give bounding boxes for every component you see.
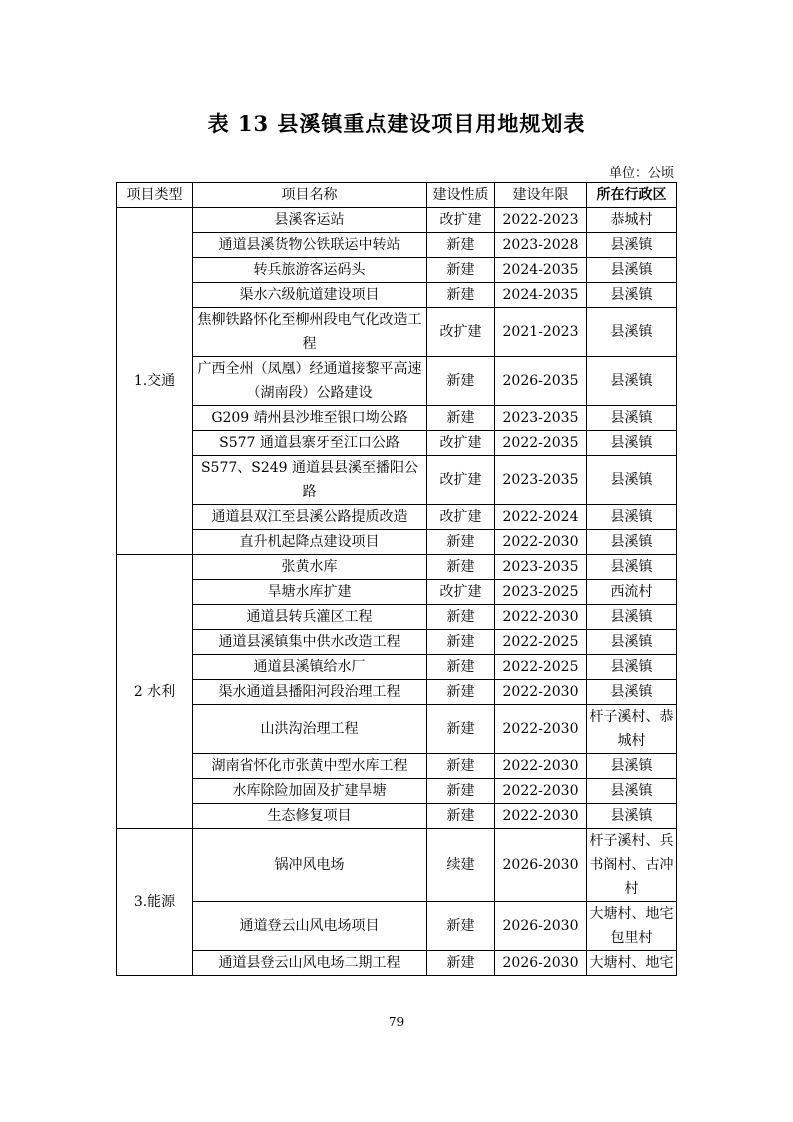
years-cell: 2023-2025 <box>495 580 587 605</box>
nature-cell: 改扩建 <box>427 505 495 530</box>
table-row <box>117 258 677 283</box>
region-cell: 县溪镇 <box>587 308 677 357</box>
project-name-cell: 锅冲风电场 <box>193 829 427 902</box>
planning-table <box>116 182 677 976</box>
table-row <box>117 357 677 406</box>
nature-cell: 改扩建 <box>427 208 495 233</box>
table-row <box>117 754 677 779</box>
table-row <box>117 406 677 431</box>
table-row <box>117 630 677 655</box>
project-name-cell: S577 通道县寨牙至江口公路 <box>193 431 427 456</box>
years-cell: 2022-2030 <box>495 605 587 630</box>
project-name-cell: 旱塘水库扩建 <box>193 580 427 605</box>
nature-cell: 新建 <box>427 406 495 431</box>
project-name-cell: G209 靖州县沙堆至银口坳公路 <box>193 406 427 431</box>
years-cell: 2023-2035 <box>495 555 587 580</box>
years-cell: 2022-2030 <box>495 754 587 779</box>
nature-cell: 续建 <box>427 829 495 902</box>
region-cell: 杆子溪村、兵书阁村、古冲村 <box>587 829 677 902</box>
header-name: 项目名称 <box>193 183 427 208</box>
header-years: 建设年限 <box>495 183 587 208</box>
years-cell: 2024-2035 <box>495 283 587 308</box>
years-cell: 2026-2030 <box>495 951 587 976</box>
region-cell: 县溪镇 <box>587 283 677 308</box>
region-cell: 县溪镇 <box>587 357 677 406</box>
region-cell: 县溪镇 <box>587 431 677 456</box>
region-cell: 大塘村、地宅 <box>587 951 677 976</box>
region-cell: 县溪镇 <box>587 258 677 283</box>
header-region: 所在行政区 <box>587 183 677 208</box>
region-cell: 县溪镇 <box>587 779 677 804</box>
project-name-cell: 通道登云山风电场项目 <box>193 902 427 951</box>
region-cell: 县溪镇 <box>587 530 677 555</box>
project-type-cell: 3.能源 <box>117 829 193 976</box>
table-row <box>117 530 677 555</box>
years-cell: 2026-2035 <box>495 357 587 406</box>
nature-cell: 新建 <box>427 754 495 779</box>
table-body <box>117 208 677 976</box>
table-row <box>117 779 677 804</box>
table-row <box>117 605 677 630</box>
nature-cell: 新建 <box>427 779 495 804</box>
region-cell: 恭城村 <box>587 208 677 233</box>
nature-cell: 新建 <box>427 804 495 829</box>
project-name-cell: 水库除险加固及扩建旱塘 <box>193 779 427 804</box>
table-row <box>117 902 677 951</box>
project-name-cell: 直升机起降点建设项目 <box>193 530 427 555</box>
project-name-cell: 通道县转兵灌区工程 <box>193 605 427 630</box>
page-number: 79 <box>388 1015 405 1029</box>
years-cell: 2021-2023 <box>495 308 587 357</box>
table-row <box>117 431 677 456</box>
project-type-cell: 2 水利 <box>117 555 193 829</box>
table-row <box>117 951 677 976</box>
project-name-cell: 县溪客运站 <box>193 208 427 233</box>
nature-cell: 新建 <box>427 951 495 976</box>
project-name-cell: S577、S249 通道县县溪至播阳公路 <box>193 456 427 505</box>
nature-cell: 新建 <box>427 357 495 406</box>
project-name-cell: 山洪沟治理工程 <box>193 705 427 754</box>
years-cell: 2022-2030 <box>495 530 587 555</box>
project-name-cell: 通道县登云山风电场二期工程 <box>193 951 427 976</box>
region-cell: 县溪镇 <box>587 754 677 779</box>
years-cell: 2022-2025 <box>495 655 587 680</box>
region-cell: 大塘村、地宅包里村 <box>587 902 677 951</box>
project-name-cell: 生态修复项目 <box>193 804 427 829</box>
region-cell: 县溪镇 <box>587 233 677 258</box>
nature-cell: 新建 <box>427 655 495 680</box>
project-name-cell: 广西全州（凤凰）经通道接黎平高速（湖南段）公路建设 <box>193 357 427 406</box>
table-row <box>117 308 677 357</box>
years-cell: 2022-2030 <box>495 680 587 705</box>
table-row <box>117 829 677 902</box>
table-row <box>117 283 677 308</box>
project-name-cell: 通道县溪镇给水厂 <box>193 655 427 680</box>
table-row <box>117 580 677 605</box>
nature-cell: 新建 <box>427 283 495 308</box>
table-row <box>117 705 677 754</box>
region-cell: 县溪镇 <box>587 680 677 705</box>
nature-cell: 新建 <box>427 233 495 258</box>
nature-cell: 新建 <box>427 258 495 283</box>
years-cell: 2023-2035 <box>495 406 587 431</box>
nature-cell: 改扩建 <box>427 580 495 605</box>
table-row <box>117 208 677 233</box>
years-cell: 2022-2035 <box>495 431 587 456</box>
years-cell: 2026-2030 <box>495 902 587 951</box>
table-header-row <box>117 183 677 208</box>
region-cell: 西流村 <box>587 580 677 605</box>
years-cell: 2022-2030 <box>495 804 587 829</box>
project-name-cell: 通道县双江至县溪公路提质改造 <box>193 505 427 530</box>
years-cell: 2024-2035 <box>495 258 587 283</box>
region-cell: 县溪镇 <box>587 605 677 630</box>
nature-cell: 新建 <box>427 605 495 630</box>
nature-cell: 改扩建 <box>427 431 495 456</box>
years-cell: 2022-2030 <box>495 779 587 804</box>
nature-cell: 改扩建 <box>427 308 495 357</box>
nature-cell: 新建 <box>427 705 495 754</box>
project-name-cell: 转兵旅游客运码头 <box>193 258 427 283</box>
project-name-cell: 焦柳铁路怀化至柳州段电气化改造工程 <box>193 308 427 357</box>
region-cell: 县溪镇 <box>587 456 677 505</box>
years-cell: 2026-2030 <box>495 829 587 902</box>
page-title: 表 13 县溪镇重点建设项目用地规划表 <box>207 111 586 136</box>
nature-cell: 新建 <box>427 555 495 580</box>
nature-cell: 新建 <box>427 630 495 655</box>
project-name-cell: 张黄水库 <box>193 555 427 580</box>
nature-cell: 新建 <box>427 530 495 555</box>
years-cell: 2022-2030 <box>495 705 587 754</box>
project-name-cell: 渠水六级航道建设项目 <box>193 283 427 308</box>
years-cell: 2023-2028 <box>495 233 587 258</box>
project-name-cell: 通道县溪货物公铁联运中转站 <box>193 233 427 258</box>
years-cell: 2022-2023 <box>495 208 587 233</box>
table-row <box>117 505 677 530</box>
table-row <box>117 804 677 829</box>
nature-cell: 改扩建 <box>427 456 495 505</box>
project-name-cell: 湖南省怀化市张黄中型水库工程 <box>193 754 427 779</box>
nature-cell: 新建 <box>427 680 495 705</box>
years-cell: 2022-2024 <box>495 505 587 530</box>
region-cell: 县溪镇 <box>587 505 677 530</box>
project-name-cell: 通道县溪镇集中供水改造工程 <box>193 630 427 655</box>
years-cell: 2022-2025 <box>495 630 587 655</box>
unit-label: 单位：公顷 <box>608 166 674 181</box>
region-cell: 县溪镇 <box>587 655 677 680</box>
project-name-cell: 渠水通道县播阳河段治理工程 <box>193 680 427 705</box>
region-cell: 县溪镇 <box>587 555 677 580</box>
table-row <box>117 456 677 505</box>
region-cell: 县溪镇 <box>587 406 677 431</box>
table-row <box>117 555 677 580</box>
table-row <box>117 655 677 680</box>
years-cell: 2023-2035 <box>495 456 587 505</box>
nature-cell: 新建 <box>427 902 495 951</box>
header-nature: 建设性质 <box>427 183 495 208</box>
project-type-cell: 1.交通 <box>117 208 193 555</box>
region-cell: 县溪镇 <box>587 804 677 829</box>
table-row <box>117 680 677 705</box>
header-type: 项目类型 <box>117 183 193 208</box>
region-cell: 杆子溪村、恭城村 <box>587 705 677 754</box>
table-row <box>117 233 677 258</box>
region-cell: 县溪镇 <box>587 630 677 655</box>
